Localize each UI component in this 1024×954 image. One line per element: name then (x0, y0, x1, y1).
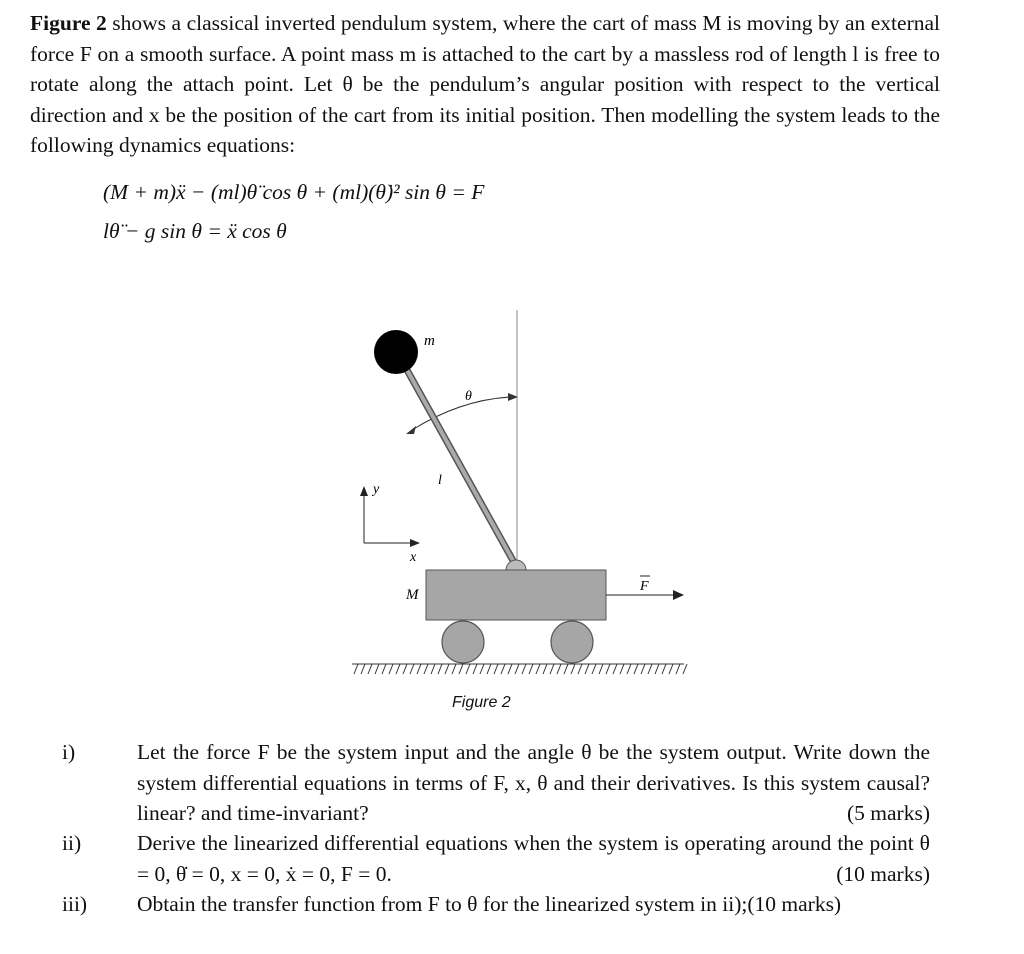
ground-hatch-line (438, 664, 442, 674)
point-mass (374, 330, 418, 374)
x-axis-arrow (410, 539, 420, 547)
dynamics-equation-1: (M + m)ẍ − (ml)θ̈ cos θ + (ml)(θ̇)² sin θ = F (103, 180, 485, 204)
pivot-joint (506, 560, 526, 570)
ground-hatch-line (375, 664, 379, 674)
figure-caption: Figure 2 (452, 694, 511, 711)
ground-hatch-line (529, 664, 533, 674)
ground-hatch-line (382, 664, 386, 674)
label-M: M (406, 587, 419, 603)
question-text: Derive the linearized differential equations when the system is operating around the point θ = 0, θ̇ = 0, x = 0, ẋ = 0, F = 0. (137, 831, 930, 886)
ground-hatch-line (452, 664, 456, 674)
ground-hatch-line (445, 664, 449, 674)
label-theta: θ (465, 389, 472, 404)
theta-arrowtail (406, 426, 416, 434)
ground-hatch-line (473, 664, 477, 674)
ground-hatch-line (389, 664, 393, 674)
question-number: ii) (62, 831, 82, 855)
pendulum-rod-fill (397, 352, 516, 566)
inverted-pendulum-diagram (340, 300, 700, 720)
question-marks: (5 marks) (847, 801, 930, 825)
force-arrowhead (673, 590, 684, 600)
ground-hatch-line (536, 664, 540, 674)
ground-hatch-line (634, 664, 638, 674)
figure-reference: Figure 2 (30, 11, 107, 35)
ground-hatch-line (578, 664, 582, 674)
ground-hatch-line (655, 664, 659, 674)
ground-hatch-line (571, 664, 575, 674)
ground-hatch-line (627, 664, 631, 674)
intro-text: shows a classical inverted pendulum system, where the cart of mass M is moving by an external force F on a smooth surface. A point mass m is attached to the cart by a massless rod of length l is free to rotate along the attach point. Let θ be the pendulum’s angular position with respect to the vertical direction and x be the position of the cart from its initial position. Then modelling the system leads to the following dynamics equations: (30, 11, 940, 157)
ground-hatch-line (368, 664, 372, 674)
label-x: x (410, 550, 417, 565)
ground-hatch-line (550, 664, 554, 674)
question-number: iii) (62, 892, 88, 916)
label-m: m (424, 333, 435, 349)
right-wheel (551, 621, 593, 663)
ground-hatch-line (613, 664, 617, 674)
ground-hatch-line (662, 664, 666, 674)
question-number: i) (62, 740, 76, 764)
ground-hatch-line (466, 664, 470, 674)
label-l: l (438, 473, 442, 488)
ground-hatch-line (620, 664, 624, 674)
question-iii-body (137, 889, 930, 920)
question-text: Let the force F be the system input and the angle θ be the system output. Write down the system differential equations in terms of F, x, θ and their derivatives. Is this system causal? linear? and time-invariant? (137, 740, 930, 825)
left-wheel (442, 621, 484, 663)
ground-hatch-line (410, 664, 414, 674)
ground-hatch-line (417, 664, 421, 674)
ground-hatch-line (361, 664, 365, 674)
ground-hatch-line (592, 664, 596, 674)
ground-hatch-line (522, 664, 526, 674)
ground-hatch-line (480, 664, 484, 674)
ground-hatch-line (585, 664, 589, 674)
ground-hatch-line (683, 664, 687, 674)
ground-hatch-line (508, 664, 512, 674)
ground-hatch-line (501, 664, 505, 674)
label-F: F (640, 579, 649, 594)
ground-hatch-line (599, 664, 603, 674)
ground-hatch-line (459, 664, 463, 674)
cart-body (426, 570, 606, 620)
ground-hatch-line (515, 664, 519, 674)
question-i-body (137, 737, 930, 829)
question-text: Obtain the transfer function from F to θ for the linearized system in ii); (137, 892, 748, 916)
dynamics-equation-2: lθ̈ − g sin θ = ẍ cos θ (103, 219, 287, 243)
question-marks: (10 marks) (747, 892, 842, 916)
y-axis-arrow (360, 486, 368, 496)
ground-hatching (354, 664, 687, 674)
ground-hatch-line (354, 664, 358, 674)
ground-hatch-line (487, 664, 491, 674)
intro-paragraph (30, 8, 940, 161)
ground-hatch-line (606, 664, 610, 674)
ground-hatch-line (669, 664, 673, 674)
ground-hatch-line (641, 664, 645, 674)
question-marks: (10 marks) (836, 861, 930, 886)
ground-hatch-line (557, 664, 561, 674)
ground-hatch-line (431, 664, 435, 674)
ground-hatch-line (648, 664, 652, 674)
question-ii-body (137, 828, 930, 889)
ground-hatch-line (396, 664, 400, 674)
ground-hatch-line (543, 664, 547, 674)
ground-hatch-line (494, 664, 498, 674)
ground-hatch-line (424, 664, 428, 674)
label-y: y (373, 482, 380, 497)
ground-hatch-line (564, 664, 568, 674)
ground-hatch-line (676, 664, 680, 674)
ground-hatch-line (403, 664, 407, 674)
